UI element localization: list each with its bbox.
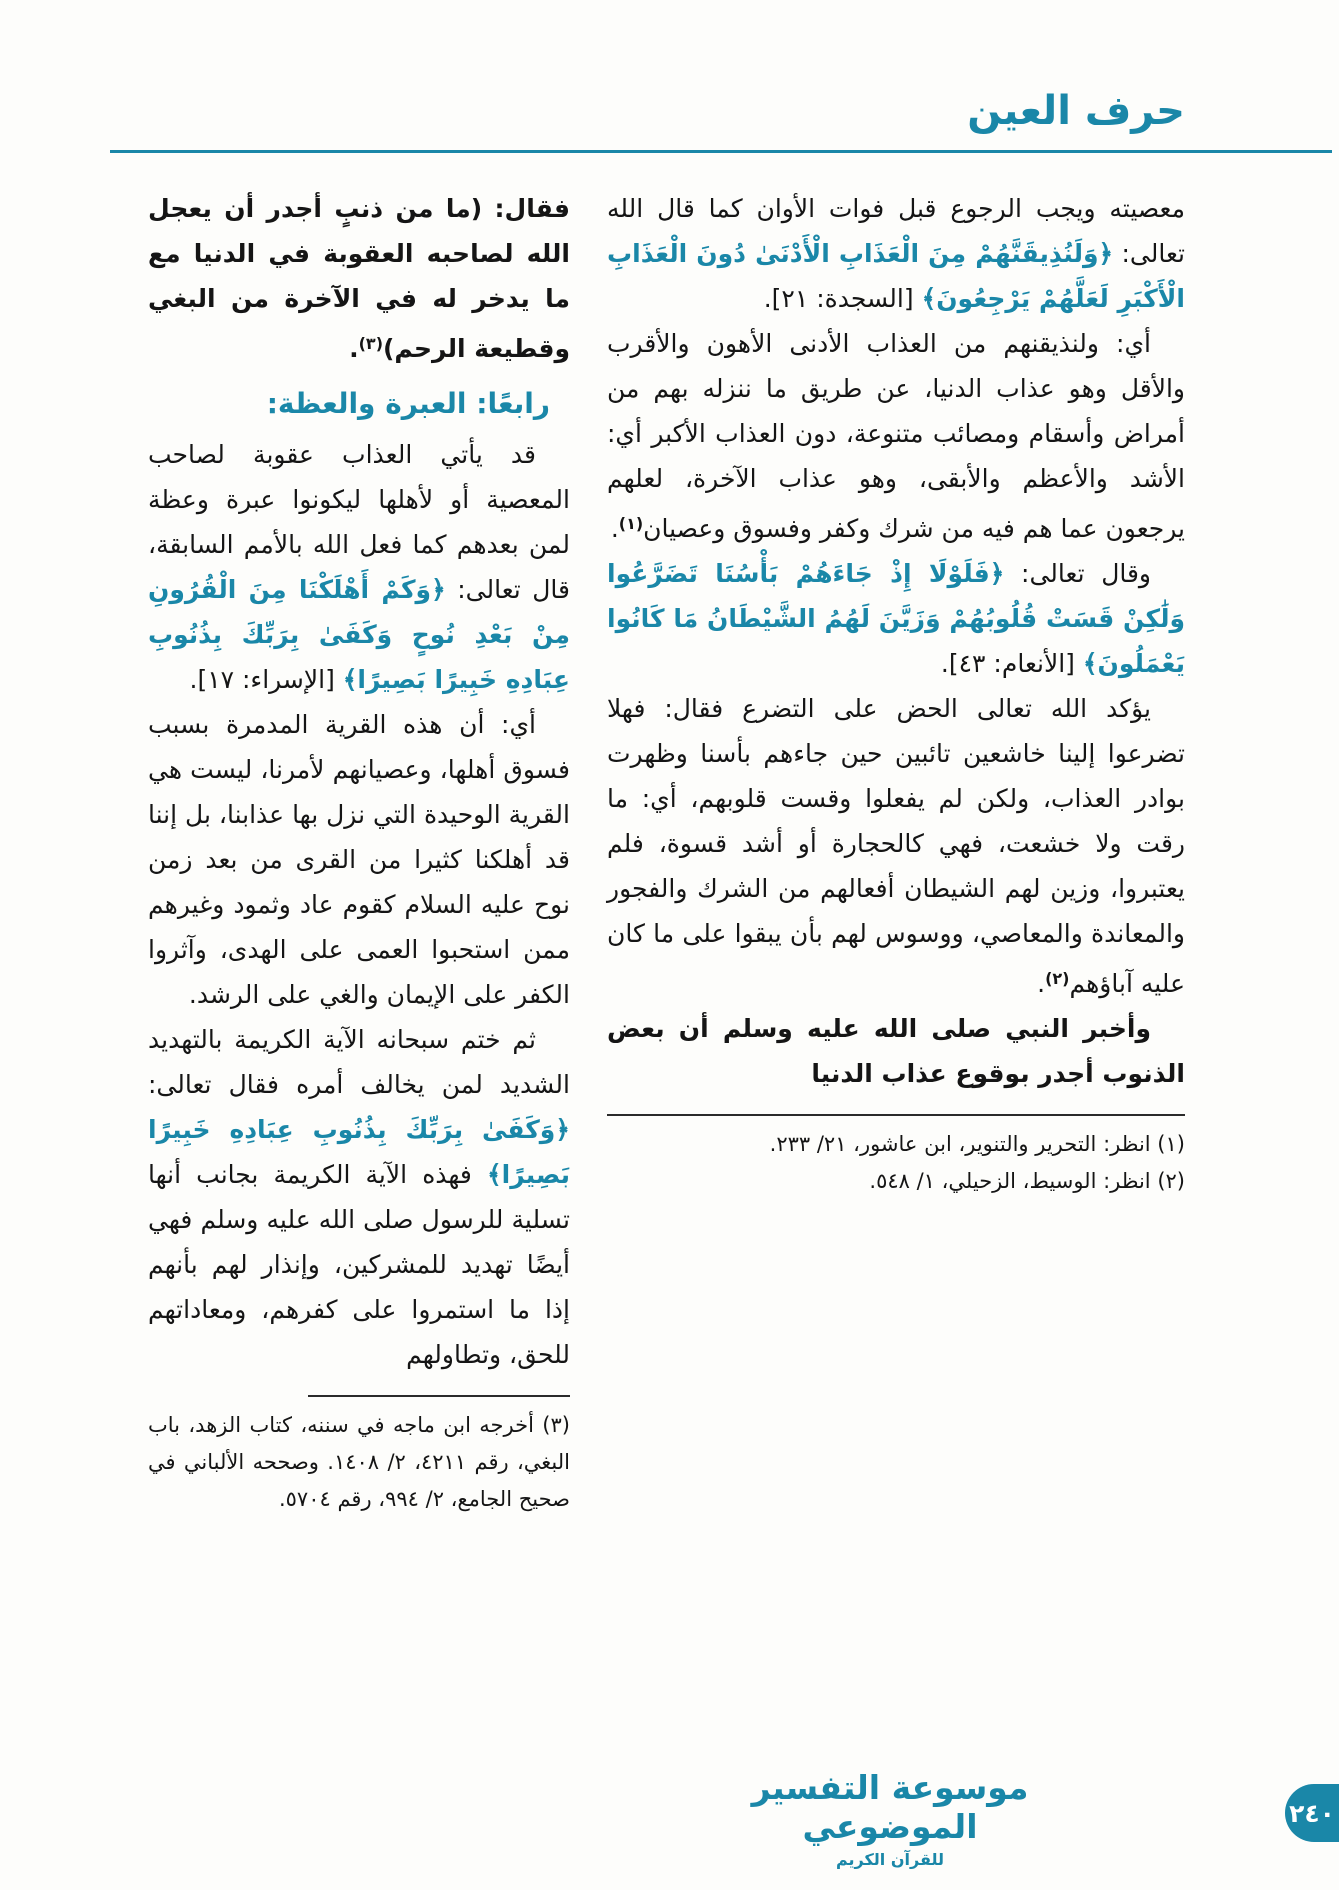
paragraph	[607, 186, 1185, 321]
body-text: أي: ولنذيقنهم من العذاب الأدنى الأهون والأقرب والأقل وهو عذاب الدنيا، عن طريق ما ننزله بهم من أمراض وأسقام ومصائب متنوعة، دون العذاب الأكبر أي: الأشد والأعظم والأبقى، وهو عذاب الآخرة، لعلهم يرجعون عما هم فيه من شرك وكفر وفسوق وعصيان	[607, 329, 1185, 543]
body-text: ثم ختم سبحانه الآية الكريمة بالتهديد الشديد لمن يخالف أمره فقال تعالى:	[148, 1025, 570, 1099]
footnote-separator	[308, 1395, 570, 1397]
body-text: .	[349, 334, 359, 363]
quran-verse: ﴿وَكَمْ أَهْلَكْنَا مِنَ الْقُرُونِ مِنْ بَعْدِ نُوحٍ وَكَفَىٰ بِرَبِّكَ بِذُنُوبِ عِبَادِهِ خَبِيرًا بَصِيرًا﴾	[148, 575, 570, 694]
body-text: معصيته ويجب الرجوع قبل فوات الأوان كما قال الله تعالى:	[607, 194, 1185, 268]
body-text: وأخبر النبي صلى الله عليه وسلم أن بعض الذنوب أجدر بوقوع عذاب الدنيا	[607, 1014, 1185, 1088]
paragraph	[148, 186, 570, 371]
left-column	[148, 186, 570, 1518]
chapter-header: حرف العين	[967, 88, 1185, 134]
body-text: فقال: (ما من ذنبٍ أجدر أن يعجل الله لصاحبه العقوبة في الدنيا مع ما يدخر له في الآخرة من البغي وقطيعة الرحم)	[148, 194, 570, 363]
body-text: وقال تعالى:	[1004, 559, 1151, 588]
paragraph	[607, 1006, 1185, 1096]
paragraph	[607, 551, 1185, 686]
body-text: .	[1037, 969, 1046, 998]
quran-verse: ﴿وَكَفَىٰ بِرَبِّكَ بِذُنُوبِ عِبَادِهِ خَبِيرًا بَصِيرًا﴾	[148, 1115, 570, 1189]
body-text: رابعًا: العبرة والعظة:	[266, 387, 550, 420]
footnote-marker: (١)	[618, 514, 644, 533]
paragraph	[607, 686, 1185, 1006]
quran-verse: ﴿فَلَوْلَا إِذْ جَاءَهُمْ بَأْسُنَا تَضَرَّعُوا وَلَٰكِنْ قَسَتْ قُلُوبُهُمْ وَزَيَّنَ لَهُمُ الشَّيْطَانُ مَا كَانُوا يَعْمَلُونَ﴾	[607, 559, 1185, 678]
body-text: أي: أن هذه القرية المدمرة بسبب فسوق أهلها، وعصيانهم لأمرنا، ليست هي القرية الوحيدة التي نزل بها عذابنا، بل إننا قد أهلكنا كثيرا من القرى من بعد زمن نوح عليه السلام كقوم عاد وثمود وغيرهم ممن استحبوا العمى على الهدى، وآثروا الكفر على الإيمان والغي على الرشد.	[148, 710, 570, 1009]
footnote: (٣) أخرجه ابن ماجه في سننه، كتاب الزهد، باب البغي، رقم ٤٢١١، ٢/ ١٤٠٨. وصححه الألباني في صحيح الجامع، ٢/ ٩٩٤، رقم ٥٧٠٤.	[148, 1413, 570, 1511]
footnote-marker: (٢)	[1045, 969, 1070, 988]
verse-reference: [الإسراء: ١٧].	[189, 665, 343, 694]
publisher-logo	[700, 1768, 1080, 1869]
footnote: (٢) انظر: الوسيط، الزحيلي، ١/ ٥٤٨.	[869, 1169, 1185, 1193]
section-heading	[148, 381, 570, 426]
body-text: يؤكد الله تعالى الحض على التضرع فقال: فهلا تضرعوا إلينا خاشعين تائبين حين جاءهم بأسنا وظهرت بوادر العذاب، ولكن لم يفعلوا وقست قلوبهم، أي: ما رقت ولا خشعت، فهي كالحجارة أو أشد قسوة، فلم يعتبروا، وزين لهم الشيطان أفعالهم من الشرك والفجور والمعاندة والمعاصي، ووسوس لهم بأن يبقوا على ما كان عليه آباؤهم	[607, 694, 1185, 998]
paragraph	[148, 1017, 570, 1377]
footnote: (١) انظر: التحرير والتنوير، ابن عاشور، ٢١/ ٢٣٣.	[769, 1132, 1185, 1156]
verse-reference: [السجدة: ٢١].	[763, 284, 922, 313]
quran-verse: ﴿وَلَنُذِيقَنَّهُمْ مِنَ الْعَذَابِ الْأَدْنَىٰ دُونَ الْعَذَابِ الْأَكْبَرِ لَعَلَّهُمْ يَرْجِعُونَ﴾	[607, 239, 1185, 313]
page-number: ٢٤٠	[1289, 1798, 1335, 1828]
body-text: .	[610, 514, 619, 543]
footnote-marker: (٣)	[358, 334, 383, 353]
body-text: قد يأتي العذاب عقوبة لصاحب المعصية أو لأهلها ليكونوا عبرة وعظة لمن بعدهم كما فعل الله بالأمم السابقة، قال تعالى:	[148, 440, 570, 604]
publisher-logo-title: موسوعة التفسير الموضوعي	[751, 1768, 1029, 1846]
paragraph	[607, 321, 1185, 551]
publisher-logo-subtitle: للقرآن الكريم	[835, 1850, 945, 1869]
paragraph	[148, 702, 570, 1017]
right-column	[607, 186, 1185, 1200]
body-text: فهذه الآية الكريمة بجانب أنها تسلية للرسول صلى الله عليه وسلم فهي أيضًا تهديد للمشركين، وإنذار لهم بأنهم إذا ما استمروا على كفرهم، ومعاداتهم للحق، وتطاولهم	[148, 1160, 570, 1369]
verse-reference: [الأنعام: ٤٣].	[940, 649, 1083, 678]
page-number-tab	[1285, 1784, 1339, 1842]
paragraph	[148, 432, 570, 702]
header-rule	[110, 150, 1332, 153]
footnote-separator	[607, 1114, 1185, 1116]
